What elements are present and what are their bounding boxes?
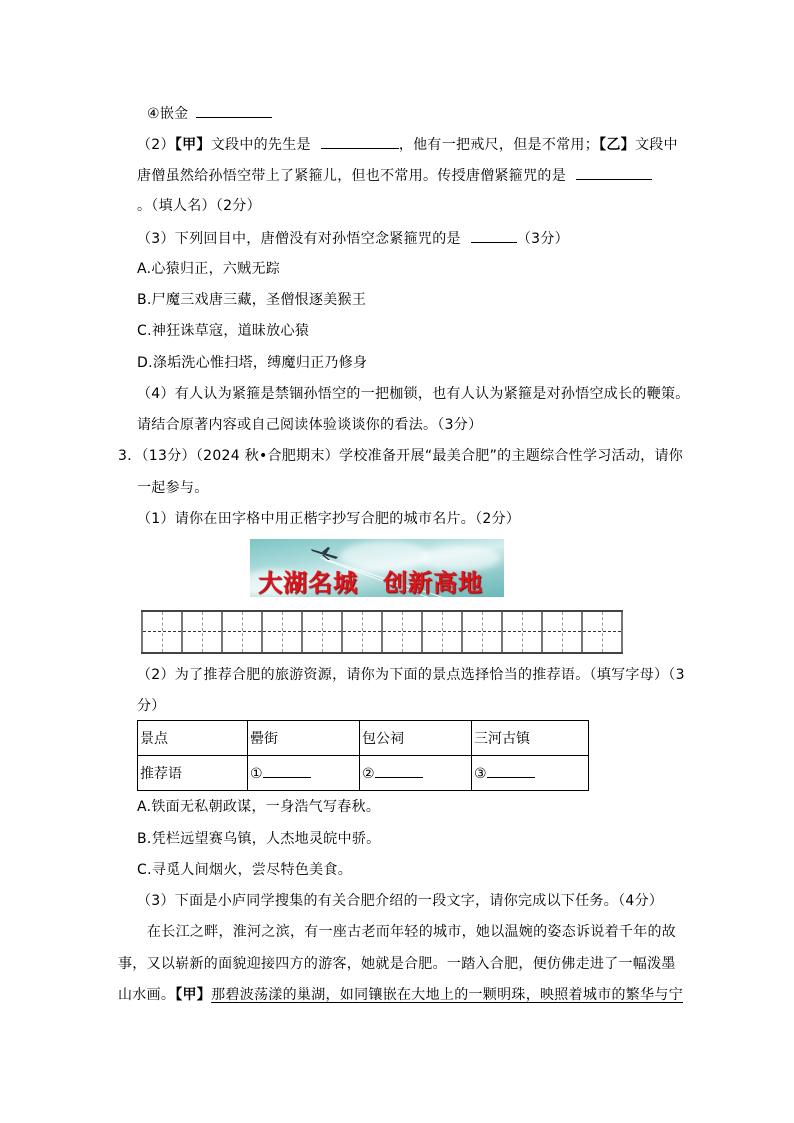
- airplane-icon: [310, 547, 340, 561]
- option-b: B.尸魔三戏唐三藏，圣僧恨逐美猴王: [137, 292, 367, 308]
- passage-line-3: [118, 985, 683, 1005]
- table-header-cell: 包公祠: [360, 721, 472, 756]
- underlined-sentence-jia: 那碧波荡漾的巢湖，如同镶嵌在大地上的一颗明珠，映照着城市的繁华与宁: [211, 987, 684, 1003]
- answer-cell-3[interactable]: [472, 756, 589, 791]
- q3-sub-question-2-line1: （2）为了推荐合肥的旅游资源，请你为下面的景点选择恰当的推荐语。（填写字母）（3: [137, 667, 685, 683]
- recommend-option-b: B.凭栏远望赛乌镇，人杰地灵皖中骄。: [137, 831, 381, 847]
- answer-blank[interactable]: [196, 103, 272, 118]
- question-text: ，他有一把戒尺，但是不常用；: [398, 137, 600, 153]
- sub-question-4-line2: 请结合原著内容或自己阅读体验谈谈你的看法。（3分）: [137, 417, 483, 433]
- scenic-spot-table: [137, 720, 589, 791]
- grid-cell[interactable]: [501, 612, 541, 652]
- sub-question-3: [137, 228, 569, 249]
- question-text: （3）下列回目中，唐僧没有对孙悟空念紧箍咒的是: [137, 231, 461, 247]
- passage-line-2: 事，又以崭新的面貌迎接四方的游客，她就是合肥。一踏入合肥，便仿佛走进了一幅泼墨: [118, 956, 676, 972]
- table-header-cell: 罍街: [248, 721, 360, 756]
- answer-cell-1[interactable]: [248, 756, 360, 791]
- option-a: A.心猿归正，六贼无踪: [137, 261, 281, 277]
- label-jia: 【甲】: [175, 987, 212, 1003]
- grid-cell[interactable]: [261, 612, 301, 652]
- tianzige-grid[interactable]: [141, 610, 623, 654]
- score-text: （3分）: [516, 231, 569, 247]
- table-cell: 推荐语: [138, 756, 248, 791]
- grid-cell[interactable]: [181, 612, 221, 652]
- recommend-option-c: C.寻觅人间烟火，尝尽特色美食。: [137, 862, 353, 878]
- q3-sub-question-1: （1）请你在田字格中用正楷字抄写合肥的城市名片。（2分）: [137, 511, 521, 527]
- sub-question-number: （2）: [137, 137, 175, 153]
- answer-cell-2[interactable]: [360, 756, 472, 791]
- passage-text: 山水画。: [118, 987, 176, 1003]
- circled-number: ②: [362, 765, 375, 782]
- grid-cell[interactable]: [421, 612, 461, 652]
- table-row: [138, 756, 589, 791]
- passage-line-1: 在长江之畔，淮河之滨，有一座古老而年轻的城市，她以温婉的姿态诉说着千年的故: [147, 924, 677, 940]
- circled-number: ①: [250, 765, 263, 782]
- answer-blank-name[interactable]: [576, 165, 652, 180]
- table-header-cell: 景点: [138, 721, 248, 756]
- option-c: C.神狂诛草寇，道昧放心猿: [137, 323, 310, 339]
- answer-blank-teacher[interactable]: [321, 134, 399, 149]
- sub-question-2-line1: [137, 134, 678, 155]
- item-4-label: ④嵌金: [147, 106, 189, 122]
- recommend-option-a: A.铁面无私朝政谋，一身浩气写春秋。: [137, 799, 381, 815]
- grid-cell[interactable]: [461, 612, 501, 652]
- question-text: 文段中: [634, 137, 678, 153]
- answer-blank[interactable]: [375, 765, 423, 778]
- grid-cell[interactable]: [581, 612, 623, 652]
- sub-question-4-line1: （4）有人认为紧箍是禁锢孙悟空的一把枷锁，也有人认为紧箍是对孙悟空成长的鞭策。: [137, 386, 690, 402]
- grid-cell[interactable]: [381, 612, 421, 652]
- label-yi: 【乙】: [599, 137, 635, 153]
- answer-blank[interactable]: [263, 765, 311, 778]
- grid-cell[interactable]: [221, 612, 261, 652]
- q3-sub-question-3: （3）下面是小庐同学搜集的有关合肥介绍的一段文字，请你完成以下任务。（4分）: [137, 893, 664, 909]
- question-3-header-cont: 一起参与。: [137, 480, 209, 496]
- grid-cell[interactable]: [301, 612, 341, 652]
- q3-sub-question-2-line2: 分）: [137, 698, 166, 714]
- grid-cell[interactable]: [141, 612, 181, 652]
- answer-blank[interactable]: [487, 765, 535, 778]
- question-text: 唐僧虽然给孙悟空带上了紧箍儿，但也不常用。传授唐僧紧箍咒的是: [137, 168, 566, 184]
- sub-question-2-line2: [137, 165, 652, 186]
- table-row: [138, 721, 589, 756]
- table-header-cell: 三河古镇: [472, 721, 589, 756]
- label-jia: 【甲】: [174, 137, 211, 153]
- city-slogan-banner: [250, 539, 504, 597]
- item-4-line: [147, 103, 272, 124]
- question-3-header: 3．（13分）（2024 秋•合肥期末）学校准备开展“最美合肥”的主题综合性学习活动，请你: [118, 448, 684, 464]
- circled-number: ③: [474, 765, 487, 782]
- slogan-text: 大湖名城 创新高地: [258, 569, 483, 597]
- sub-question-2-line3: 。（填人名）（2分）: [137, 198, 261, 214]
- question-text: 文段中的先生是: [210, 137, 311, 153]
- grid-cell[interactable]: [341, 612, 381, 652]
- option-d: D.涤垢洗心惟扫塔，缚魔归正乃修身: [137, 355, 368, 371]
- grid-cell[interactable]: [541, 612, 581, 652]
- answer-blank[interactable]: [471, 228, 517, 243]
